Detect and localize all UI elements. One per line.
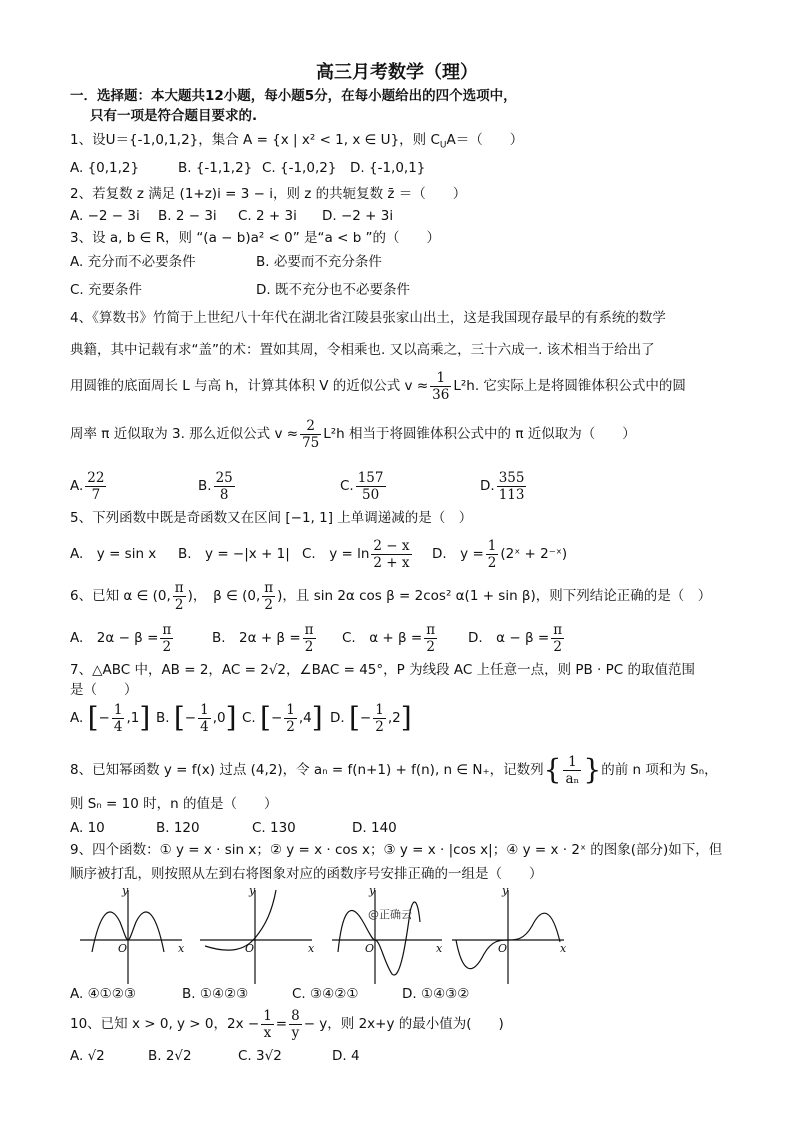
q10-option-a: A. √2 <box>70 1048 105 1064</box>
q2-option-d: D. −2 + 3i <box>322 208 394 224</box>
q4-f1-den: 36 <box>432 386 450 403</box>
graph-3 <box>332 890 442 984</box>
q10-g-den: y <box>291 1024 300 1041</box>
q4-d-label: D. <box>480 478 495 494</box>
question-10 <box>70 1004 504 1044</box>
q1-option-c: C. {-1,0,2} <box>262 160 337 176</box>
q6-text-2: )， β ∈ (0, <box>187 588 261 604</box>
q6-a-num: π <box>162 621 172 638</box>
q1-sub: U <box>439 140 447 151</box>
q2-option-b: B. 2 − 3i <box>158 208 217 224</box>
q10-eq: = <box>275 1016 288 1032</box>
q7-d-end: ,2 <box>387 710 401 726</box>
q4-a-label: A. <box>70 478 84 494</box>
question-6 <box>70 576 711 616</box>
q8-text-1: 8、已知幂函数 y = f(x) 过点 (4,2)，令 aₙ = f(n+1) + f(n), n ∈ N₊，记数列 <box>70 762 544 778</box>
q5-option-c <box>302 534 414 574</box>
q7-a-num: 1 <box>113 701 123 718</box>
q4-c-den: 50 <box>362 486 380 503</box>
question-4-line3 <box>70 366 686 406</box>
q6-c-num: π <box>426 621 436 638</box>
g4-o: O <box>498 942 508 955</box>
q1-option-d: D. {-1,0,1} <box>350 160 426 176</box>
q9-graphs <box>70 882 590 987</box>
q6-b-num: π <box>304 621 314 638</box>
question-2: 2、若复数 z 满足 (1+z)i = 3 − i，则 z 的共轭复数 z̄ ＝（ ） <box>70 186 467 202</box>
q9-option-b: B. ①④②③ <box>182 986 249 1002</box>
question-3: 3、设 a, b ∈ R，则 “(a − b)a² < 0” 是“a < b ”的（ ） <box>70 230 441 246</box>
q9-option-c: C. ③④②① <box>292 986 359 1002</box>
g1-x: x <box>178 942 185 955</box>
graph-4 <box>452 890 564 984</box>
q7-b-label: B. <box>156 710 170 726</box>
q6-two-2: 2 <box>264 596 274 613</box>
q4-l3-text: 用圆锥的底面周长 L 与高 h，计算其体积 V 的近似公式 v ≈ <box>70 378 429 394</box>
q8-text-2: 的前 n 项和为 Sₙ， <box>601 762 718 778</box>
q4-f2-num: 2 <box>300 418 321 435</box>
q6-b-den: 2 <box>304 638 314 655</box>
q8-option-c: C. 130 <box>252 820 296 836</box>
q5-c-num: 2 − x <box>373 537 410 554</box>
q10-text-1: 10、已知 x > 0, y > 0，2x − <box>70 1016 260 1032</box>
question-7-line2: 是（ ） <box>70 682 138 698</box>
g3-x: x <box>436 942 443 955</box>
question-8-line2: 则 Sₙ = 10 时，n 的值是（ ） <box>70 796 278 812</box>
q4-a-num: 22 <box>87 469 105 486</box>
q8-num: 1 <box>563 754 581 771</box>
q6-pi-1: π <box>174 579 184 596</box>
q9-option-d: D. ①④③② <box>402 986 470 1002</box>
q4-l4-text: 周率 π 近似取为 3. 那么近似公式 v ≈ <box>70 426 299 442</box>
q7-option-b: B. [− $\frac{1}{4}$ ,0] <box>156 701 237 735</box>
q6-option-d <box>468 618 566 658</box>
q9-option-a: A. ④①②③ <box>70 986 136 1002</box>
q6-option-b <box>212 618 318 658</box>
q6-a-text: A. 2α − β = <box>70 630 159 646</box>
q6-b-text: B. 2α + β = <box>212 630 301 646</box>
q4-l3-text-end: L²h. 它实际上是将圆锥体积公式中的圆 <box>453 378 686 394</box>
q4-a-den: 7 <box>91 486 101 503</box>
q5-option-a: A. y = sin x <box>70 546 157 562</box>
q4-b-label: B. <box>198 478 212 494</box>
question-4-line2: 典籍，其中记载有求“盖”的术：置如其周，令相乘也. 又以高乘之，三十六成一. 该术相当于给出了 <box>70 342 655 358</box>
q8-option-b: B. 120 <box>156 820 200 836</box>
q7-d-num: 1 <box>375 701 384 718</box>
question-9: 9、四个函数：① y = x · sin x；② y = x · cos x；③ y = x · |cos x|；④ y = x · 2ˣ 的图象(部分)如下，但 <box>70 842 723 858</box>
q7-d-den: 2 <box>375 718 384 735</box>
graph-1 <box>80 890 182 984</box>
q1-option-a: A. {0,1,2} <box>70 160 140 176</box>
page-title: 高三月考数学（理） <box>316 62 478 83</box>
q5-d-num: 1 <box>487 537 497 554</box>
q8-option-d: D. 140 <box>352 820 397 836</box>
q7-c-minus: − <box>270 710 283 726</box>
q3-option-b: B. 必要而不充分条件 <box>256 254 382 270</box>
section-heading-line2: 只有一项是符合题目要求的. <box>90 108 258 124</box>
q5-option-b: B. y = −|x + 1| <box>178 546 290 562</box>
q6-d-den: 2 <box>553 638 562 655</box>
q8-den: aₙ <box>565 770 580 787</box>
q4-c-label: C. <box>340 478 354 494</box>
q4-fraction-2 <box>300 418 321 451</box>
q10-option-c: C. 3√2 <box>238 1048 282 1064</box>
q10-text-2: − y，则 2x+y 的最小值为( ) <box>303 1016 504 1032</box>
q4-f2-den: 75 <box>302 434 320 451</box>
q5-c-den: 2 + x <box>373 554 410 571</box>
g1-o: O <box>118 942 128 955</box>
q3-option-c: C. 充要条件 <box>70 282 143 298</box>
q7-b-num: 1 <box>200 701 209 718</box>
question-4-line1: 4、《算数书》竹简于上世纪八十年代在湖北省江陵县张家山出土，这是我国现存最早的有系统的数学 <box>70 310 666 326</box>
q4-f1-num: 1 <box>430 370 451 387</box>
g2-x: x <box>308 942 315 955</box>
graph-watermark-label: @正确云 <box>368 908 412 921</box>
q5-d-text-end: (2ˣ + 2⁻ˣ) <box>500 546 568 562</box>
q7-a-den: 4 <box>113 718 123 735</box>
q4-option-b <box>198 466 237 506</box>
question-4-line4 <box>70 414 636 454</box>
q4-d-num: 355 <box>498 469 525 486</box>
q6-option-c <box>342 618 439 658</box>
q7-a-end: ,1 <box>126 710 140 726</box>
q4-option-c <box>340 466 388 506</box>
q6-a-den: 2 <box>162 638 172 655</box>
g1-y: y <box>122 884 129 897</box>
q10-g-num: 8 <box>291 1007 300 1024</box>
q4-c-num: 157 <box>357 469 384 486</box>
question-8: 8、已知幂函数 y = f(x) 过点 (4,2)，令 aₙ = f(n+1) + f(n), n ∈ N₊，记数列{ $\frac{1}{\text{aₙ}}$ }的前 n 项和为 Sₙ， <box>70 753 718 787</box>
q2-option-a: A. −2 − 3i <box>70 208 140 224</box>
q6-option-a <box>70 618 175 658</box>
q8-option-a: A. 10 <box>70 820 105 836</box>
q10-option-b: B. 2√2 <box>148 1048 192 1064</box>
q7-b-end: ,0 <box>212 710 226 726</box>
question-7: 7、△ABC 中，AB = 2，AC = 2√2，∠BAC = 45°，P 为线段 AC 上任意一点，则 PB · PC 的取值范围 <box>70 662 696 678</box>
q10-option-d: D. 4 <box>332 1048 360 1064</box>
q7-a-label: A. <box>70 710 84 726</box>
q10-f-den: x <box>263 1024 272 1041</box>
q6-text-1: 6、已知 α ∈ (0, <box>70 588 171 604</box>
q3-option-d: D. 既不充分也不必要条件 <box>256 282 410 298</box>
q6-c-den: 2 <box>426 638 435 655</box>
q7-c-num: 1 <box>286 701 295 718</box>
q7-b-minus: − <box>184 710 197 726</box>
q7-d-label: D. <box>330 710 345 726</box>
q1-text: 设U＝{-1,0,1,2}，集合 A = {x | x² < 1, x ∈ U}，则 C <box>92 132 440 148</box>
q4-fraction-1 <box>430 370 451 403</box>
g2-o: O <box>245 942 255 955</box>
g3-y: y <box>369 884 376 897</box>
section-heading: 一．选择题：本大题共12小题，每小题5分，在每小题给出的四个选项中， <box>70 88 517 104</box>
q6-two-1: 2 <box>174 596 184 613</box>
q10-f-num: 1 <box>263 1007 272 1024</box>
question-5: 5、下列函数中既是奇函数又在区间 [−1, 1] 上单调递减的是（ ） <box>70 510 473 526</box>
g4-x: x <box>560 942 567 955</box>
q1-number: 1、 <box>70 132 93 148</box>
q6-d-num: π <box>553 621 563 638</box>
q6-pi-2: π <box>264 579 274 596</box>
q7-c-end: ,4 <box>298 710 312 726</box>
q3-option-a: A. 充分而不必要条件 <box>70 254 196 270</box>
q7-b-den: 4 <box>200 718 209 735</box>
question-9-line2: 顺序被打乱，则按照从左到右将图象对应的函数序号安排正确的一组是（ ） <box>70 866 543 882</box>
q6-d-text: D. α − β = <box>468 630 550 646</box>
q4-d-den: 113 <box>498 486 525 503</box>
q5-d-den: 2 <box>487 554 497 571</box>
q2-option-c: C. 2 + 3i <box>238 208 297 224</box>
q7-option-d: D. [− $\frac{1}{2}$ ,2] <box>330 701 412 735</box>
q4-l4-text-end: L²h 相当于将圆锥体积公式中的 π 近似取为（ ） <box>323 426 636 442</box>
q7-d-minus: − <box>359 710 372 726</box>
q6-text-3: )，且 sin 2α cos β = 2cos² α(1 + sin β)，则下列结论正确的是（ ） <box>277 588 712 604</box>
g3-o: O <box>365 942 375 955</box>
question-1 <box>70 130 523 156</box>
q5-option-d <box>432 534 567 574</box>
q5-d-text: D. y = <box>432 546 484 562</box>
q1-text-end: A＝（ ） <box>446 132 524 148</box>
q7-option-a: A. [− $\frac{1}{4}$ ,1] <box>70 701 151 735</box>
graph-2 <box>200 890 312 984</box>
q7-c-label: C. <box>242 710 256 726</box>
q7-option-c: C. [− $\frac{1}{2}$ ,4] <box>242 701 323 735</box>
q7-c-den: 2 <box>286 718 295 735</box>
q7-a-minus: − <box>98 710 110 726</box>
q4-b-num: 25 <box>215 469 233 486</box>
g2-y: y <box>249 884 256 897</box>
q6-c-text: C. α + β = <box>342 630 423 646</box>
q4-b-den: 8 <box>219 486 229 503</box>
q1-option-b: B. {-1,1,2} <box>178 160 253 176</box>
g4-y: y <box>502 884 509 897</box>
q5-c-text: C. y = ln <box>302 546 370 562</box>
q4-option-d <box>480 466 528 506</box>
q4-option-a <box>70 466 108 506</box>
